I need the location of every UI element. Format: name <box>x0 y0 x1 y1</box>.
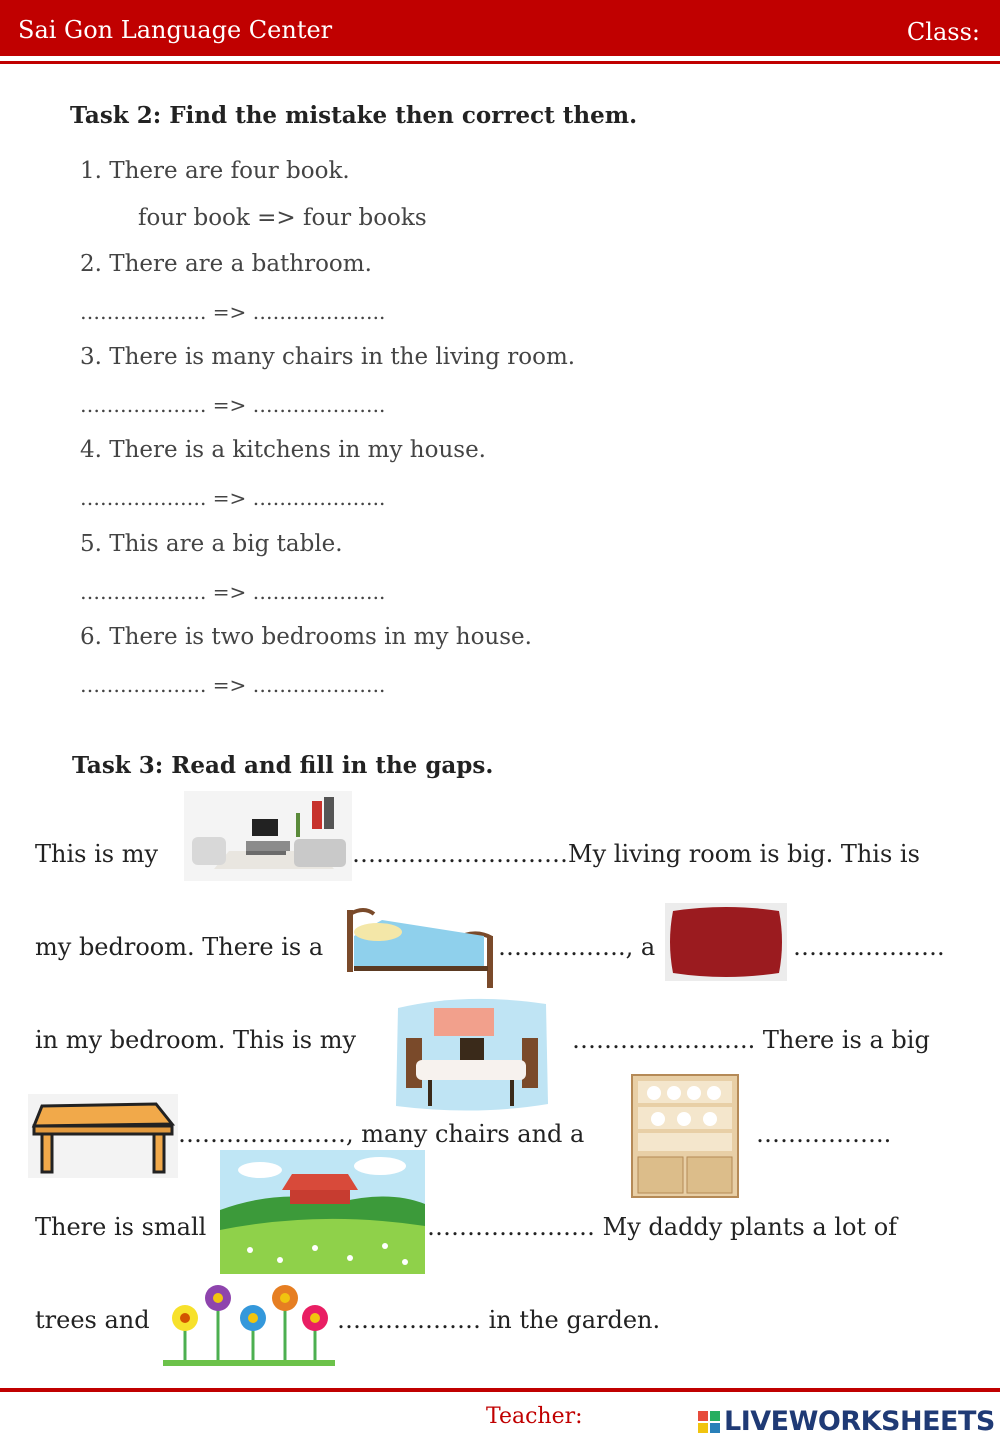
task2-answer-5[interactable]: ………………. => ……………….. <box>80 580 386 604</box>
center-name: Sai Gon Language Center <box>18 16 333 44</box>
cupboard-image <box>628 1073 742 1199</box>
logo-text: LIVEWORKSHEETS <box>724 1406 995 1437</box>
liveworksheets-logo-icon <box>698 1411 720 1433</box>
footer-divider <box>0 1388 1000 1392</box>
task3-text-5b: ………………… My daddy plants a lot of <box>427 1213 898 1241</box>
task2-sentence-6: 6. There is two bedrooms in my house. <box>80 624 532 650</box>
living-room-image <box>184 791 352 881</box>
task3-text-1b: ………………………My living room is big. This is <box>352 840 920 868</box>
task2-answer-1: four book => four books <box>138 205 427 231</box>
pillow-image <box>665 903 787 981</box>
task3-text-3a: in my bedroom. This is my <box>35 1026 357 1054</box>
header-bar <box>0 0 1000 56</box>
task3-text-2c: ………………. <box>793 933 945 961</box>
task3-text-1a: This is my <box>35 840 159 868</box>
task2-title: Task 2: Find the mistake then correct them. <box>70 102 638 129</box>
task2-sentence-2: 2. There are a bathroom. <box>80 251 372 277</box>
task3-text-6a: trees and <box>35 1306 150 1334</box>
task2-sentence-1: 1. There are four book. <box>80 158 350 184</box>
task3-text-6b: ……………… in the garden. <box>337 1306 661 1334</box>
task3-text-3b: ………………….. There is a big <box>572 1026 930 1054</box>
task2-sentence-4: 4. There is a kitchens in my house. <box>80 437 486 463</box>
bed-image <box>344 906 496 992</box>
task2-answer-6[interactable]: ………………. => ……………….. <box>80 673 386 697</box>
task2-answer-4[interactable]: ………………. => ……………….. <box>80 486 386 510</box>
task2-sentence-5: 5. This are a big table. <box>80 531 343 557</box>
task2-sentence-3: 3. There is many chairs in the living room. <box>80 344 576 370</box>
task3-text-5a: There is small <box>35 1213 207 1241</box>
task3-text-2a: my bedroom. There is a <box>35 933 324 961</box>
task3-text-4a: …………………, many chairs and a <box>178 1120 585 1148</box>
task3-title: Task 3: Read and fill in the gaps. <box>72 752 494 779</box>
dining-room-image <box>386 994 556 1116</box>
teacher-label: Teacher: <box>486 1404 583 1429</box>
table-image <box>28 1094 178 1178</box>
header-divider <box>0 61 1000 64</box>
class-label: Class: <box>906 18 980 46</box>
task2-answer-2[interactable]: ………………. => ……………….. <box>80 300 386 324</box>
flowers-image <box>163 1282 335 1368</box>
task2-answer-3[interactable]: ………………. => ……………….. <box>80 393 386 417</box>
task3-text-2b: ……………., a <box>498 933 656 961</box>
garden-image <box>220 1150 425 1274</box>
liveworksheets-logo[interactable] <box>698 1406 995 1437</box>
task3-text-4b: …………….. <box>756 1120 892 1148</box>
